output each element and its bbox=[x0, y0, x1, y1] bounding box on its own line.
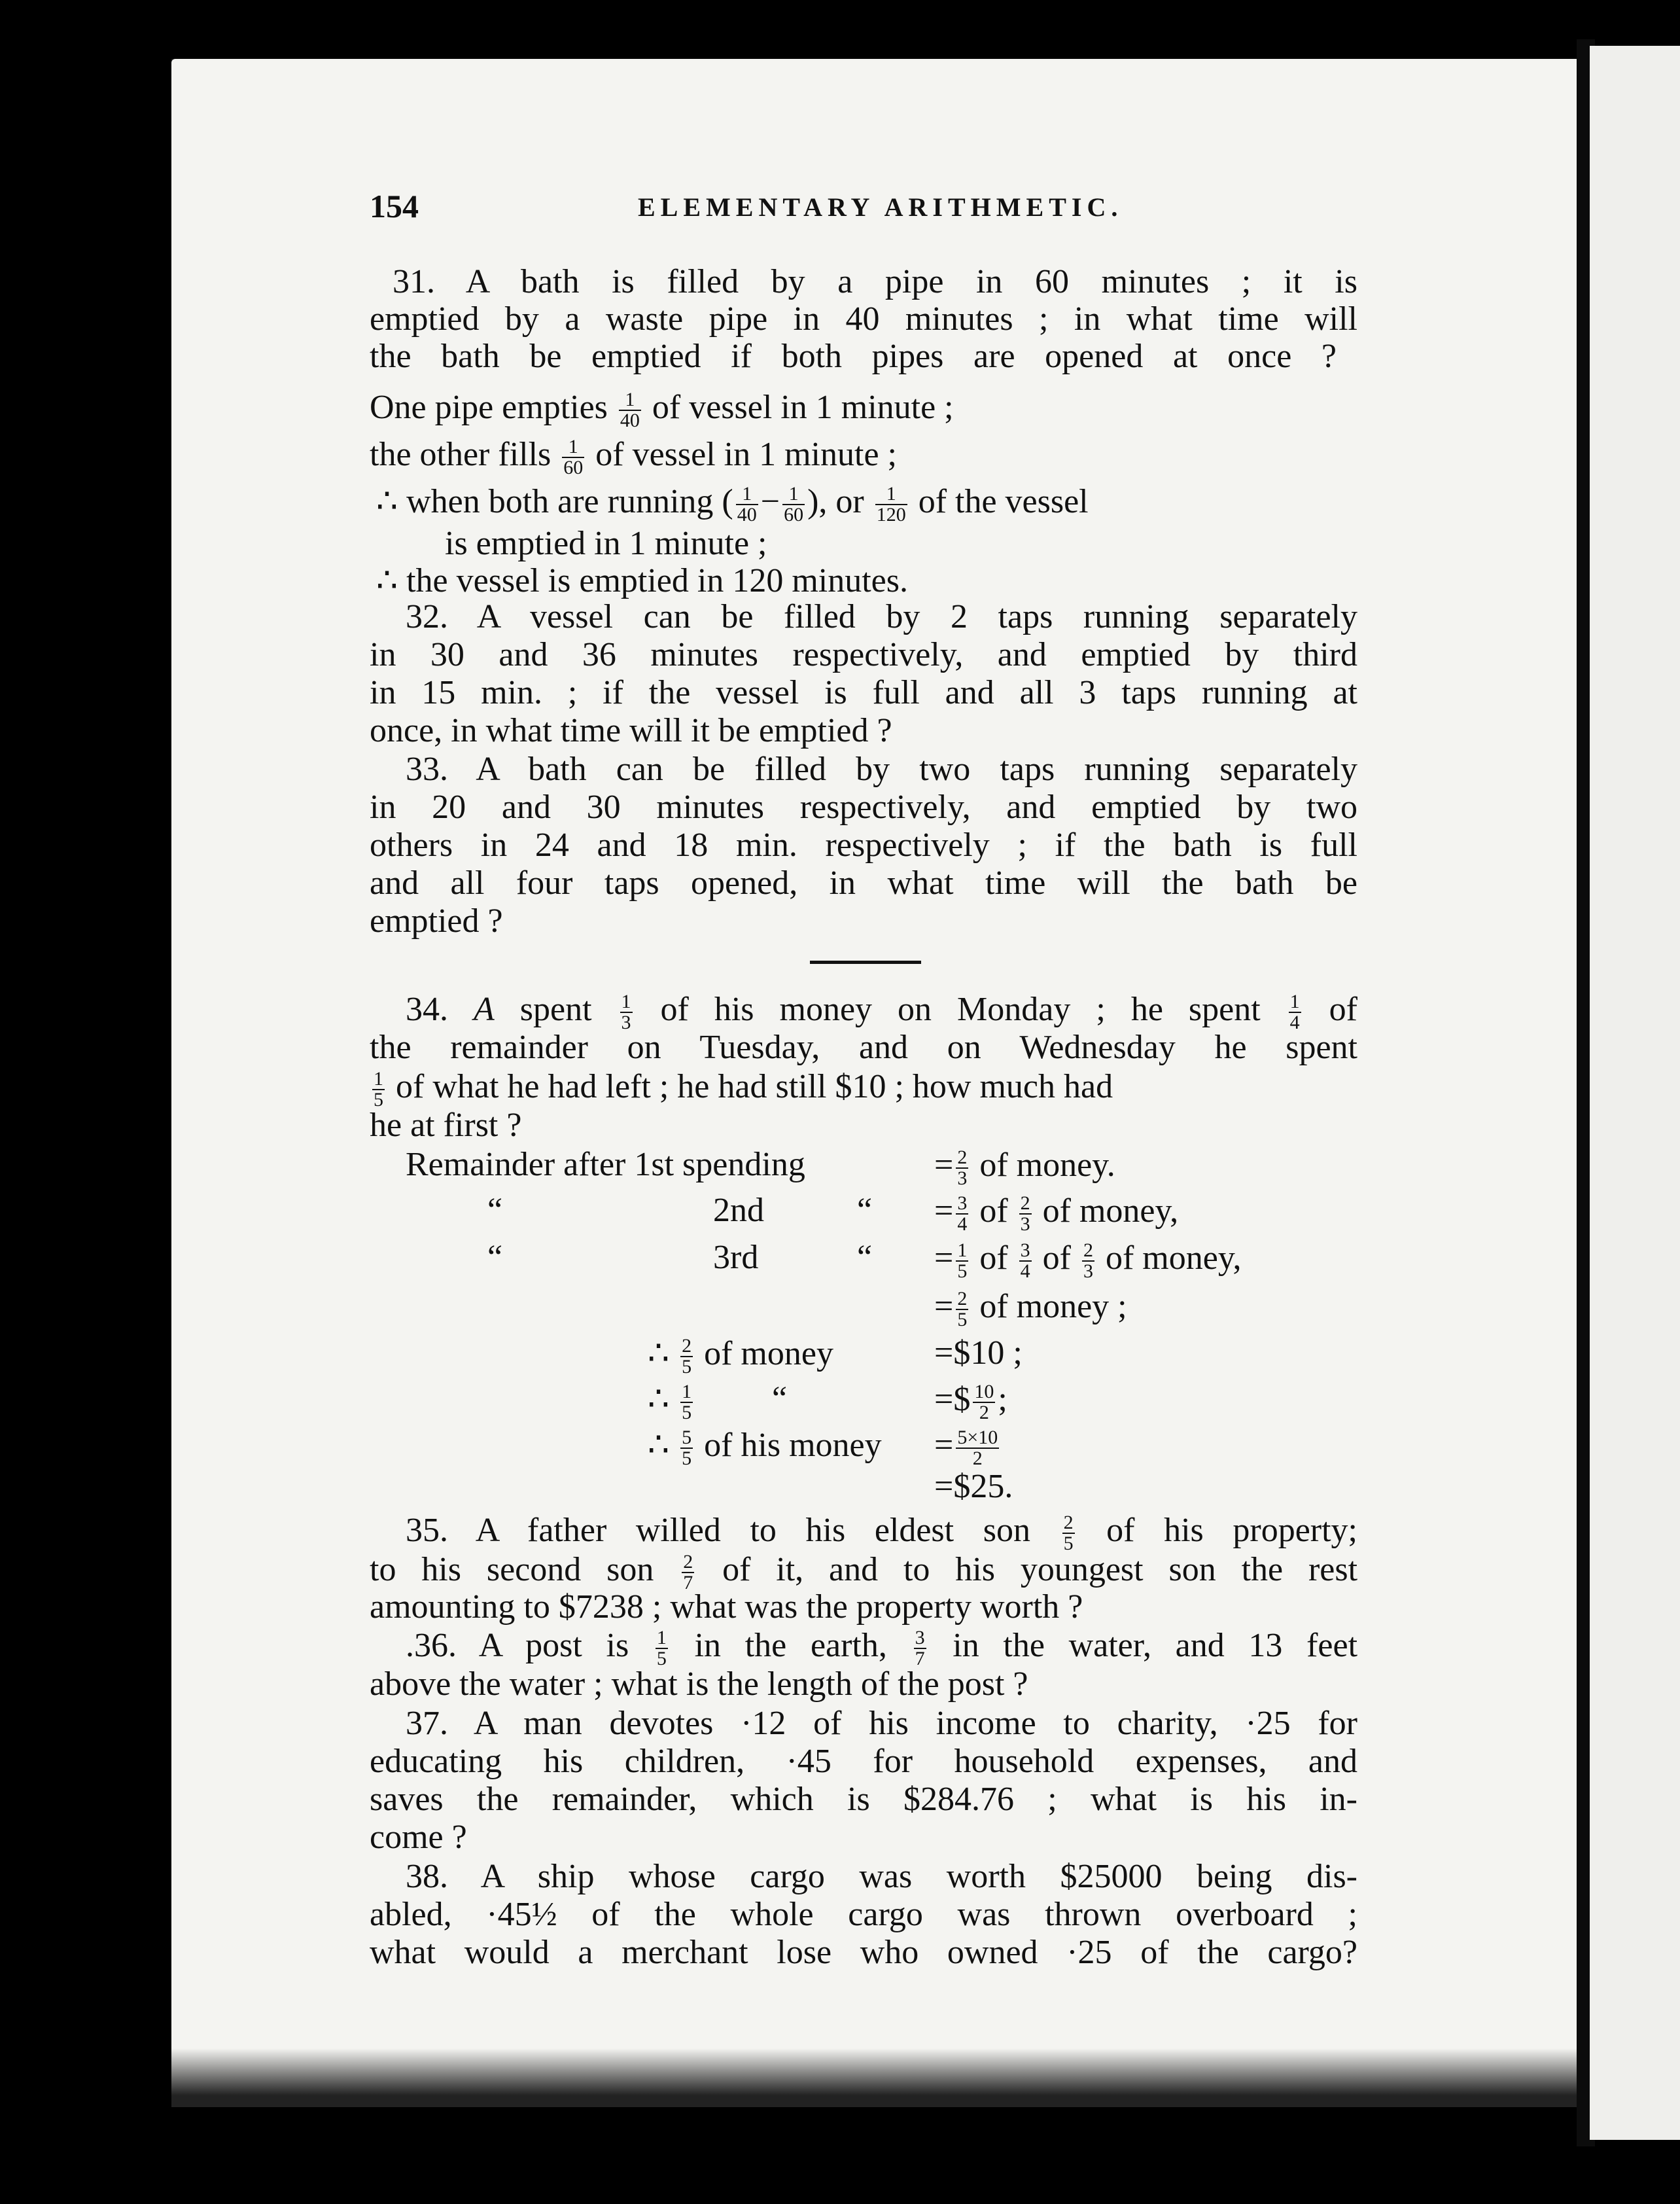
person-a: A bbox=[474, 990, 495, 1028]
denominator: 4 bbox=[957, 1213, 968, 1235]
fraction-one-fifth bbox=[956, 1241, 968, 1281]
fraction-ten-halves bbox=[973, 1382, 995, 1423]
working-text: of bbox=[979, 1192, 1008, 1230]
fraction-five-fifths bbox=[680, 1428, 693, 1468]
working-1-result bbox=[934, 1148, 1115, 1188]
solution-31-text: of vessel in 1 minute ; bbox=[652, 388, 954, 426]
working-text: of bbox=[979, 1239, 1008, 1277]
therefore-sign: ∴ bbox=[648, 1334, 670, 1372]
problem-number: 34. bbox=[406, 990, 448, 1028]
denominator: 5 bbox=[682, 1356, 692, 1378]
numerator: 10 bbox=[974, 1381, 994, 1402]
denominator: 60 bbox=[784, 504, 804, 525]
numerator: 2 bbox=[1020, 1192, 1030, 1214]
fraction-one-fourth bbox=[1289, 992, 1301, 1033]
working-3-label: 3rd bbox=[713, 1239, 759, 1276]
ditto-mark: “ bbox=[487, 1192, 503, 1229]
working-text: of money, bbox=[1042, 1192, 1179, 1230]
problem-34-text: of his money on Monday ; he spent bbox=[660, 990, 1261, 1028]
fraction-one-fortieth bbox=[736, 484, 758, 525]
working-8-result: =$25. bbox=[934, 1468, 1013, 1505]
numerator: 3 bbox=[957, 1192, 968, 1214]
numerator: 2 bbox=[682, 1335, 692, 1357]
numerator: 5×10 bbox=[957, 1427, 998, 1448]
numerator: 2 bbox=[957, 1288, 968, 1309]
problem-37-line-4: come ? bbox=[370, 1819, 467, 1856]
denominator: 4 bbox=[1289, 1012, 1300, 1033]
problem-35-text: of his property; bbox=[1106, 1511, 1357, 1549]
problem-34-line-1 bbox=[406, 992, 1357, 1033]
numerator: 2 bbox=[683, 1551, 693, 1573]
facing-page-edge bbox=[1590, 46, 1680, 2140]
page-bottom-edge bbox=[171, 2048, 1584, 2107]
denominator: 3 bbox=[621, 1012, 631, 1033]
working-text: of his money bbox=[704, 1426, 882, 1464]
numerator: 1 bbox=[875, 484, 907, 505]
fraction-one-fortieth bbox=[619, 390, 641, 431]
denominator: 5 bbox=[374, 1089, 383, 1111]
problem-37-line-3: saves the remainder, which is $284.76 ; what is his in- bbox=[370, 1781, 1357, 1818]
working-text: =$ bbox=[934, 1380, 971, 1418]
numerator: 2 bbox=[1083, 1239, 1093, 1261]
working-1-label: Remainder after 1st spending bbox=[406, 1146, 805, 1183]
problem-32-line-2: in 30 and 36 minutes respectively, and emptied by third bbox=[370, 636, 1357, 673]
working-6-label bbox=[648, 1382, 695, 1423]
fraction-three-sevenths bbox=[914, 1628, 926, 1669]
ditto-mark: “ bbox=[857, 1192, 873, 1229]
equals-sign: = bbox=[934, 1239, 954, 1277]
problem-31-line-1: 31. A bath is filled by a pipe in 60 minutes ; it is bbox=[393, 263, 1357, 300]
problem-34-line-4: he at first ? bbox=[370, 1107, 522, 1144]
working-6-result bbox=[934, 1382, 1007, 1423]
problem-35-line-3: amounting to $7238 ; what was the property worth ? bbox=[370, 1588, 1083, 1626]
numerator: 2 bbox=[957, 1146, 968, 1168]
denominator: 7 bbox=[915, 1648, 925, 1669]
numerator: 1 bbox=[682, 1381, 692, 1402]
problem-33-line-5: emptied ? bbox=[370, 902, 503, 940]
fraction-two-fifths bbox=[1062, 1513, 1075, 1554]
numerator: 5 bbox=[682, 1427, 692, 1448]
numerator: 1 bbox=[957, 1239, 968, 1261]
denominator: 120 bbox=[876, 504, 906, 525]
working-text: of money. bbox=[979, 1146, 1115, 1184]
solution-31-line-3 bbox=[376, 484, 1089, 525]
numerator: 1 bbox=[782, 484, 805, 505]
therefore-sign: ∴ bbox=[648, 1380, 670, 1418]
denominator: 3 bbox=[957, 1167, 968, 1189]
fraction-two-sevenths bbox=[682, 1552, 694, 1593]
equals-sign: = bbox=[934, 1146, 954, 1184]
denominator: 7 bbox=[683, 1572, 693, 1593]
problem-34-line-2: the remainder on Tuesday, and on Wednesday he spent bbox=[370, 1029, 1357, 1066]
problem-33-line-4: and all four taps opened, in what time will the bath be bbox=[370, 864, 1357, 902]
therefore-sign: ∴ bbox=[648, 1426, 670, 1464]
fraction-one-sixtieth bbox=[782, 484, 805, 525]
problem-36-text: in the earth, bbox=[694, 1626, 887, 1664]
problem-38-line-2: abled, ·45½ of the whole cargo was thrown overboard ; bbox=[370, 1896, 1357, 1933]
fraction-one-third bbox=[620, 992, 633, 1033]
denominator: 2 bbox=[972, 1448, 983, 1469]
working-text: of bbox=[1042, 1239, 1071, 1277]
problem-33-line-3: others in 24 and 18 min. respectively ; if the bath is full bbox=[370, 826, 1357, 864]
working-2-label: 2nd bbox=[713, 1192, 764, 1229]
problem-38-line-1: 38. A ship whose cargo was worth $25000 being dis- bbox=[406, 1858, 1357, 1895]
problem-35-line-2 bbox=[370, 1552, 1357, 1593]
fraction-two-fifths bbox=[956, 1289, 968, 1330]
working-text: of money, bbox=[1105, 1239, 1242, 1277]
denominator: 40 bbox=[737, 504, 757, 525]
numerator: 1 bbox=[562, 437, 584, 458]
solution-31-text: of vessel in 1 minute ; bbox=[595, 435, 897, 473]
problem-31-line-2: emptied by a waste pipe in 40 minutes ; in what time will bbox=[370, 300, 1357, 338]
fraction-three-fourths bbox=[1019, 1241, 1032, 1281]
equals-sign: = bbox=[934, 1192, 954, 1230]
problem-32-line-1: 32. A vessel can be filled by 2 taps running separately bbox=[406, 598, 1357, 635]
denominator: 5 bbox=[957, 1260, 968, 1282]
numerator: 1 bbox=[736, 484, 758, 505]
denominator: 3 bbox=[1020, 1213, 1030, 1235]
page-number: 154 bbox=[370, 188, 419, 224]
numerator: 2 bbox=[1063, 1512, 1074, 1533]
numerator: 1 bbox=[621, 991, 631, 1012]
solution-31-line-4: is emptied in 1 minute ; bbox=[445, 525, 767, 562]
problem-36-text: .36. A post is bbox=[406, 1626, 629, 1664]
denominator: 3 bbox=[1083, 1260, 1093, 1282]
solution-31-text: ), or bbox=[807, 482, 864, 520]
numerator: 3 bbox=[1020, 1239, 1030, 1261]
solution-31-line-2 bbox=[370, 437, 897, 478]
numerator: 3 bbox=[915, 1627, 925, 1648]
fraction-one-one-twentieth bbox=[875, 484, 907, 525]
fraction-one-fifth bbox=[656, 1628, 668, 1669]
running-title: ELEMENTARY ARITHMETIC. bbox=[638, 192, 1123, 222]
fraction-two-thirds bbox=[1019, 1194, 1032, 1234]
working-text: ; bbox=[998, 1380, 1007, 1418]
problem-33-line-1: 33. A bath can be filled by two taps running separately bbox=[406, 751, 1357, 788]
denominator: 5 bbox=[1063, 1533, 1074, 1554]
fraction-two-thirds bbox=[1082, 1241, 1094, 1281]
ditto-mark: “ bbox=[487, 1239, 503, 1276]
problem-35-text: of it, and to his youngest son the rest bbox=[722, 1550, 1358, 1588]
problem-32-line-4: once, in what time will it be emptied ? bbox=[370, 712, 892, 749]
working-4-result bbox=[934, 1289, 1127, 1330]
denominator: 2 bbox=[979, 1402, 989, 1423]
problem-34-text: spent bbox=[519, 990, 592, 1028]
problem-34-line-3 bbox=[370, 1069, 1113, 1110]
ditto-mark: “ bbox=[857, 1239, 873, 1276]
minus-sign: − bbox=[760, 482, 780, 520]
fraction-two-thirds bbox=[956, 1148, 968, 1188]
problem-34-text: of what he had left ; he had still $10 ; how much had bbox=[396, 1067, 1113, 1105]
fraction-two-fifths bbox=[680, 1336, 693, 1377]
denominator: 4 bbox=[1020, 1260, 1030, 1282]
working-5-label bbox=[648, 1336, 833, 1377]
denominator: 5 bbox=[957, 1309, 968, 1330]
working-7-result bbox=[934, 1428, 1002, 1468]
fraction-one-fifth bbox=[372, 1069, 385, 1110]
denominator: 5 bbox=[682, 1448, 692, 1469]
solution-31-text: ∴ when both are running ( bbox=[376, 482, 733, 520]
denominator: 5 bbox=[656, 1648, 667, 1669]
problem-36-text: in the water, and 13 feet bbox=[953, 1626, 1358, 1664]
numerator: 1 bbox=[619, 390, 641, 411]
problem-36-line-2: above the water ; what is the length of the post ? bbox=[370, 1665, 1028, 1703]
solution-31-line-5: ∴ the vessel is emptied in 120 minutes. bbox=[376, 562, 908, 599]
problem-35-text: 35. A father willed to his eldest son bbox=[406, 1511, 1030, 1549]
fraction-one-fifth bbox=[680, 1382, 693, 1423]
problem-33-line-2: in 20 and 30 minutes respectively, and emptied by two bbox=[370, 789, 1357, 826]
problem-37-line-2: educating his children, ·45 for household expenses, and bbox=[370, 1743, 1357, 1780]
working-text: of money ; bbox=[979, 1287, 1127, 1325]
denominator: 5 bbox=[682, 1402, 692, 1423]
numerator: 1 bbox=[1289, 991, 1300, 1012]
solution-31-text: of the vessel bbox=[918, 482, 1089, 520]
section-divider bbox=[810, 961, 921, 964]
denominator: 40 bbox=[620, 410, 640, 431]
problem-37-line-1: 37. A man devotes ·12 of his income to charity, ·25 for bbox=[406, 1705, 1357, 1742]
solution-31-text: the other fills bbox=[370, 435, 551, 473]
solution-31-line-1 bbox=[370, 390, 954, 431]
problem-31-line-3: the bath be emptied if both pipes are opened at once ? bbox=[370, 338, 1337, 375]
working-2-result bbox=[934, 1194, 1178, 1234]
ditto-mark: “ bbox=[772, 1380, 788, 1417]
working-7-label bbox=[648, 1428, 882, 1468]
working-5-result: =$10 ; bbox=[934, 1334, 1023, 1372]
problem-35-line-1 bbox=[406, 1513, 1357, 1554]
numerator: 1 bbox=[374, 1068, 383, 1090]
problem-34-text: of bbox=[1329, 990, 1357, 1028]
denominator: 60 bbox=[563, 457, 584, 478]
solution-31-text: One pipe empties bbox=[370, 388, 608, 426]
equals-sign: = bbox=[934, 1287, 954, 1325]
problem-38-line-3: what would a merchant lose who owned ·25 of the cargo? bbox=[370, 1934, 1357, 1971]
equals-sign: = bbox=[934, 1426, 954, 1464]
working-3-result bbox=[934, 1241, 1241, 1281]
problem-36-line-1 bbox=[406, 1628, 1357, 1669]
working-text: of money bbox=[704, 1334, 833, 1372]
numerator: 1 bbox=[656, 1627, 667, 1648]
problem-35-text: to his second son bbox=[370, 1550, 654, 1588]
fraction-three-fourths bbox=[956, 1194, 968, 1234]
fraction-five-times-ten-halves bbox=[956, 1428, 999, 1468]
fraction-one-sixtieth bbox=[562, 437, 584, 478]
problem-32-line-3: in 15 min. ; if the vessel is full and all 3 taps running at bbox=[370, 674, 1357, 711]
